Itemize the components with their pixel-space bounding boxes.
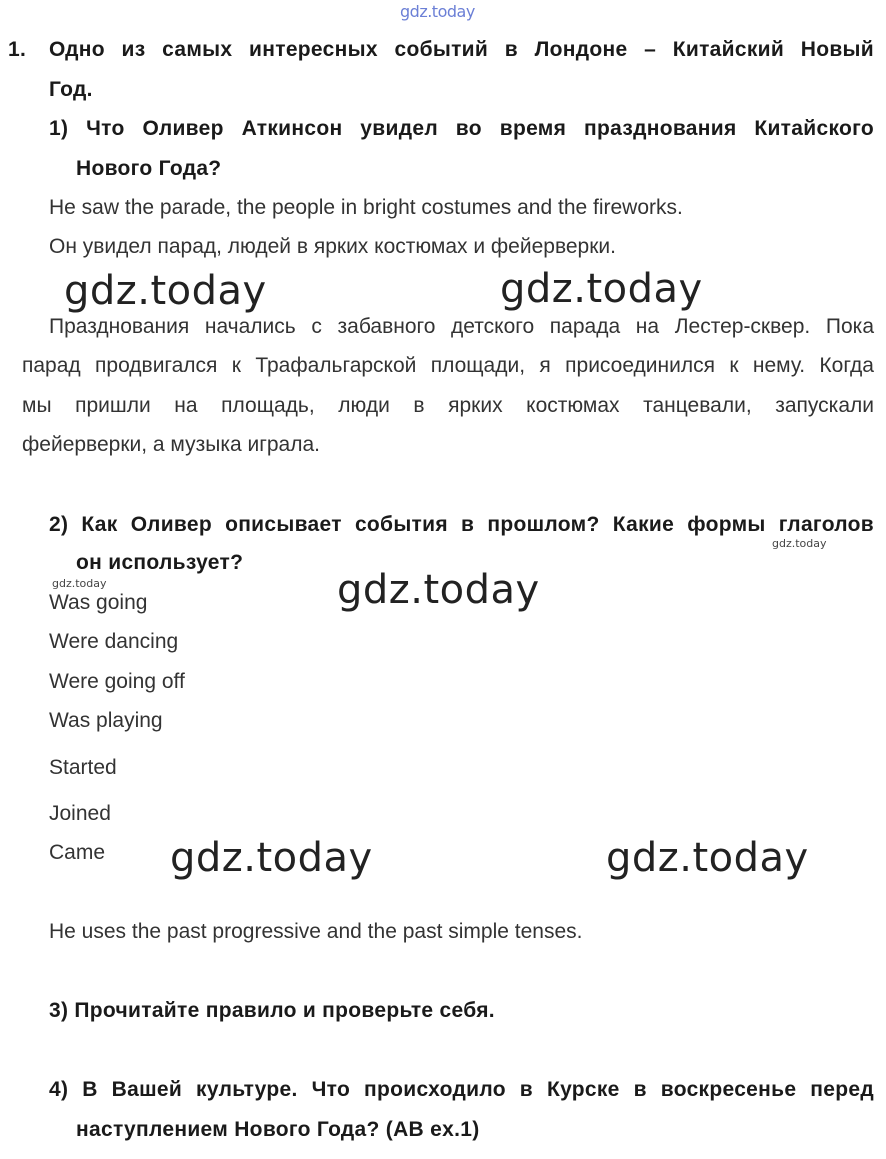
watermark: gdz.today [500,266,703,312]
q1-question-line2: Нового Года? [76,157,222,180]
verb-item: Came [49,841,106,864]
verb-item: Were dancing [49,630,179,653]
verb-item: Was going [49,591,148,614]
verb-item: Joined [49,802,111,825]
watermark: gdz.today [606,835,809,881]
q1-paragraph-line3: мы пришли на площадь, люди в ярких костюмах танцевали, запускали [22,394,874,417]
watermark-small: gdz.today [772,537,827,550]
q4-line2: наступлением Нового Года? (AB ex.1) [76,1118,480,1141]
task-title-line1: Одно из самых интересных событий в Лондоне – Китайский Новый [49,38,874,61]
q3-text: 3) Прочитайте правило и проверьте себя. [49,999,495,1022]
q1-paragraph-line2: парад продвигался к Трафальгарской площади, я присоединился к нему. Когда [22,354,874,377]
q1-paragraph-line1: Празднования начались с забавного детского парада на Лестер-сквер. Пока [49,315,874,338]
q1-paragraph-line4: фейерверки, а музыка играла. [22,433,320,456]
q2-conclusion: He uses the past progressive and the past simple tenses. [49,920,583,943]
watermark: gdz.today [337,567,540,613]
watermark-small: gdz.today [52,577,107,590]
q1-answer-ru: Он увидел парад, людей в ярких костюмах и фейерверки. [49,235,616,258]
verb-item: Was playing [49,709,163,732]
watermark-top: gdz.today [400,2,475,21]
verb-item: Started [49,756,117,779]
q4-line1: 4) В Вашей культуре. Что происходило в Курске в воскресенье перед [49,1078,874,1101]
watermark: gdz.today [170,835,373,881]
verb-item: Were going off [49,670,185,693]
q1-answer-en: He saw the parade, the people in bright costumes and the fireworks. [49,196,683,219]
watermark: gdz.today [64,268,267,314]
task-number: 1. [8,38,27,61]
q2-question-line2: он использует? [76,551,244,574]
q1-question-line1: 1) Что Оливер Аткинсон увидел во время празднования Китайского [49,117,874,140]
q2-question-line1: 2) Как Оливер описывает события в прошлом? Какие формы глаголов [49,513,874,536]
task-title-line2: Год. [49,78,93,101]
